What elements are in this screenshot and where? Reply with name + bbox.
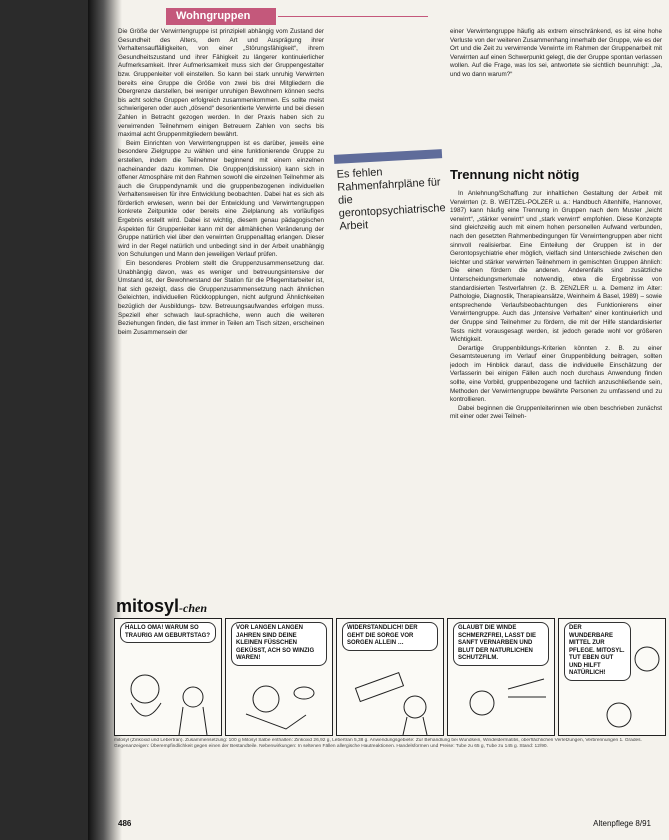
paragraph: einer Verwirrtengruppe häufig als extrem einschränkend, es ist eine hohe Verluste von der weiteren Zusammenhang innerhalb der Gruppe, wie es der Ort und die Zeit zu verwirrende Verwirrte im Rahmen der Gruppenarbeit mit Verwirrten auf einen Schwerpunkt gelegt, die der Gruppe spontan verlassen wollen. Auf die Frage, was los sei, antwortete sie sichtlich beunruhigt: „Ja, und wo dann warum?“ xyxy=(450,28,662,78)
paragraph: Dabei beginnen die Gruppenleiterinnen wie oben beschrieben zunächst mit einer oder zwei Teilneh- xyxy=(450,404,662,421)
pull-quote xyxy=(334,152,446,244)
comic-strip xyxy=(114,618,666,736)
paragraph: Ein besonderes Problem stellt die Gruppenzusammensetzung dar. Unabhängig davon, was es weniger und betreuungsintensive der Umstand ist, der Bewohnerstand der Station für die Pflegemitarbeiter ist, hat sich gezeigt, dass die Gruppenzusammensetzung nach ähnlichen Geleichten, individuellen Rückkopplungen, nicht aufgrund Ähnlichkeiten bezüglich der Ausbildungs- bzw. Betreuungsaufwandes erfolgen muss. Speziell eher schwach laut-sprachliche, wenn auch die weiteren Beziehungen finden, die fast immer in Teilen am Tisch sitzen, erscheinen beim Zusammensein der xyxy=(118,260,324,336)
fine-print: mitosyl (Zinkoxid und Lebertran). Zusammensetzung: 100 g Mitosyl Salbe enthalten: Zinkoxid 26,92 g, Lebertran 5,38 g. Anwendungsgebiete: Zur Behandlung bei Wundsein, Windeldermatitis, oberflächlichen Verletzungen, Verbrennungen 1. Grades. Gegenanzeigen: Überempfindlichkeit gegen einen der Bestandteile. Nebenwirkungen: In seltenen Fällen allergische Hautreaktionen. Handelsformen und Preise: Tube zu 65 g, Tube zu 145 g. Stand: 12/90. xyxy=(114,738,642,749)
speech-bubble: GLAUBT DIE WINDE SCHMERZFREI, LASST DIE SANFT VERNARBEN UND BLUT DER NATURLICHEN SCHUTZFILM. xyxy=(453,622,549,666)
comic-panel xyxy=(336,618,444,736)
character-drawing xyxy=(559,619,666,736)
comic-advertisement xyxy=(114,596,666,786)
journal-name: Altenpflege 8/91 xyxy=(593,819,651,828)
comic-panel xyxy=(225,618,333,736)
magazine-page xyxy=(88,0,669,840)
speech-bubble: VOR LANGEN LANGEN JAHREN SIND DEINE KLEINEN FÜSSCHEN GEKÜSST, ACH SO WINZIG WAREN! xyxy=(231,622,327,666)
ointment-tube-drawing xyxy=(337,619,444,736)
paragraph: Die Größe der Verwirrtengruppe ist prinzipiell abhängig vom Zustand der Gesundheit des Alters, dem Art und Ausprägung ihrer Verhaltensauffälligkeiten, von einer „Störungsfähigkeit“, ihrem Gesundheitszustand und ihrer Fähigkeit zu längerer kontinuierlicher Aufmerksamkeit. Ihrer Aufmerksamkeit muss sich der Gruppengestalter bzw. Gruppenleiter voll einstellen. So kann bei stark unruhig Verwirrten bereits eine Gruppe die Größe von zwei bis drei Mitgliedern die Obergrenze darstellen, bei weniger unruhigen Bewohnern können sechs bis acht solche Gruppen erfolgreich zusammenkommen. Es sollte meist schwierigeren oder auch „dösend“ desorientierte Verwirrte und bei diesen Zahlen in Betracht gezogen werden. In der Praxis haben sich zu verwirrenden Teilnehmern einigen Betreuern Zahlen von sechs bis maximal acht Gruppenmitgliedern bewährt. xyxy=(118,28,324,139)
speech-bubble: DER WUNDERBARE MITTEL ZUR PFLEGE. MITOSYL. TUT EBEN GUT UND HILFT NATÜRLICH! xyxy=(564,622,631,681)
character-drawing xyxy=(448,619,555,736)
section-rule xyxy=(278,16,428,17)
paragraph: In Anlehnung/Schaffung zur inhaltlichen Gestaltung der Arbeit mit Verwirrten (z. B. WEITZEL-POLZER u. a.: Handbuch Altenhilfe, Hannover, 1987) kann häufig eine Trennung in Gruppen nach dem Muster „leicht verwirrt“, „stärker verwirrt“ und „stark verwirrt“ empfohlen. Diese Konzepte sind gleichzeitig auch mit einem hohen personellen Aufwand verbunden, nach den gesetzten Rahmenbedingungen für Verwirrtengruppen aber nicht sinnvoll realisierbar. Eine Einteilung der Gruppen ist in der Gerontopsychiatrie eher möglich, vielfach sind Unterschiede zwischen den leichter und stärker verwirrten Teilnehmern in gemischten Gruppen ähnlich: Die einen fördern die anderen. Anderenfalls sind zusätzliche Unterscheidungsmerkmale notwendig, etwa die Ergebnisse von standardisierten Testverfahren (z. B. ZENZLER u. a. Demenz im Alter: Pathologie, Diagnostik, Therapieansätze, Weinheim & Basel, 1989) – sowie entsprechende Verlaufsbeobachtungen des Funktionierens einer Verwirrtengruppe. Auch das „Intensive Verhalten“ einer kontinuierlich und der Gruppe sind Teilnehmer zu fördern, die mit der Hilfe standardisierter Tests nicht vorausgesagt werden, ist jedoch gerade wohl vor größeren Wichtigkeit. xyxy=(450,190,662,344)
comic-panel xyxy=(558,618,666,736)
grandma-drawing xyxy=(226,619,333,736)
paragraph: Beim Einrichten von Verwirrtengruppen ist es darüber, jeweils eine besondere Zielgruppe zu wählen und eine funktionierende Gruppe zu erstellen, indem die Teilnehmer beginnend mit einem einzelnen nacheinander dazu kommen. Die Gruppen(diskussion) kann sich in offener Atmosphäre mit den Rahmen sowohl die einzelnen Teilnehmer als auch die Gruppendynamik und die gruppenbezogenen individuellen Verhaltensweisen für ihre Entwicklung beobachten. Dabei hat es sich als förderlich erwiesen, wenn bei der Entwicklung und Verwirrtengruppen konkrete Zeitpunkte oder bereits eine Zielplanung als vorläufiges Ergebnis erstellt wird. Dabei ist wichtig, diesem genau pädagogischen Aspekten für Gruppenleiter kann mit der allmählichen Veränderung der Gruppe natürlich viel über den verwirrten Gruppenalltag erlangen. Dieser wird in der Regel natürlich und unbedingt sind in der Arbeit unabhängig von Schulungen und Mann den jeweiligen Verlauf prüfen. xyxy=(118,139,324,259)
speech-bubble: HALLO OMA! WARUM SO TRAURIG AM GEBURTSTAG? xyxy=(120,622,216,643)
page-number: 486 xyxy=(118,819,132,828)
brand-suffix: -chen xyxy=(179,601,208,615)
text-column-right xyxy=(450,28,662,568)
brand-name: mitosyl xyxy=(116,596,180,616)
paragraph: Derartige Gruppenbildungs-Kriterien könnten z. B. zu einer Gesamtsteuerung im Verlauf einer Gruppenbildung beitragen, sollten jedoch im Hinblick darauf, dass die individuelle Einschätzung der Verfasserin bei einigen Fällen auch noch durchaus Anwendung finden sollte, eine Vorbild, gruppenbezogene und fachlich anzuschließende sein, Methoden der Verwirrtengruppe bewährte Personen zu umfassend und zu kontrollieren. xyxy=(450,344,662,404)
comic-panel xyxy=(114,618,222,736)
pull-quote-bar xyxy=(334,149,442,164)
pull-quote-text: Es fehlen Rahmenfahrpläne für die gerontopsychiatrische Arbeit xyxy=(336,166,446,233)
grandma-drawing xyxy=(115,619,222,736)
section-heading: Trennung nicht nötig xyxy=(450,167,580,182)
brand-logo xyxy=(116,596,207,617)
text-column-left xyxy=(118,28,324,568)
section-tag: Wohngruppen xyxy=(166,8,276,25)
speech-bubble: WIDERSTANDLICH! DER GEHT DIE SORGE VOR SORGEN ALLEIN … xyxy=(342,622,438,651)
comic-panel xyxy=(447,618,555,736)
